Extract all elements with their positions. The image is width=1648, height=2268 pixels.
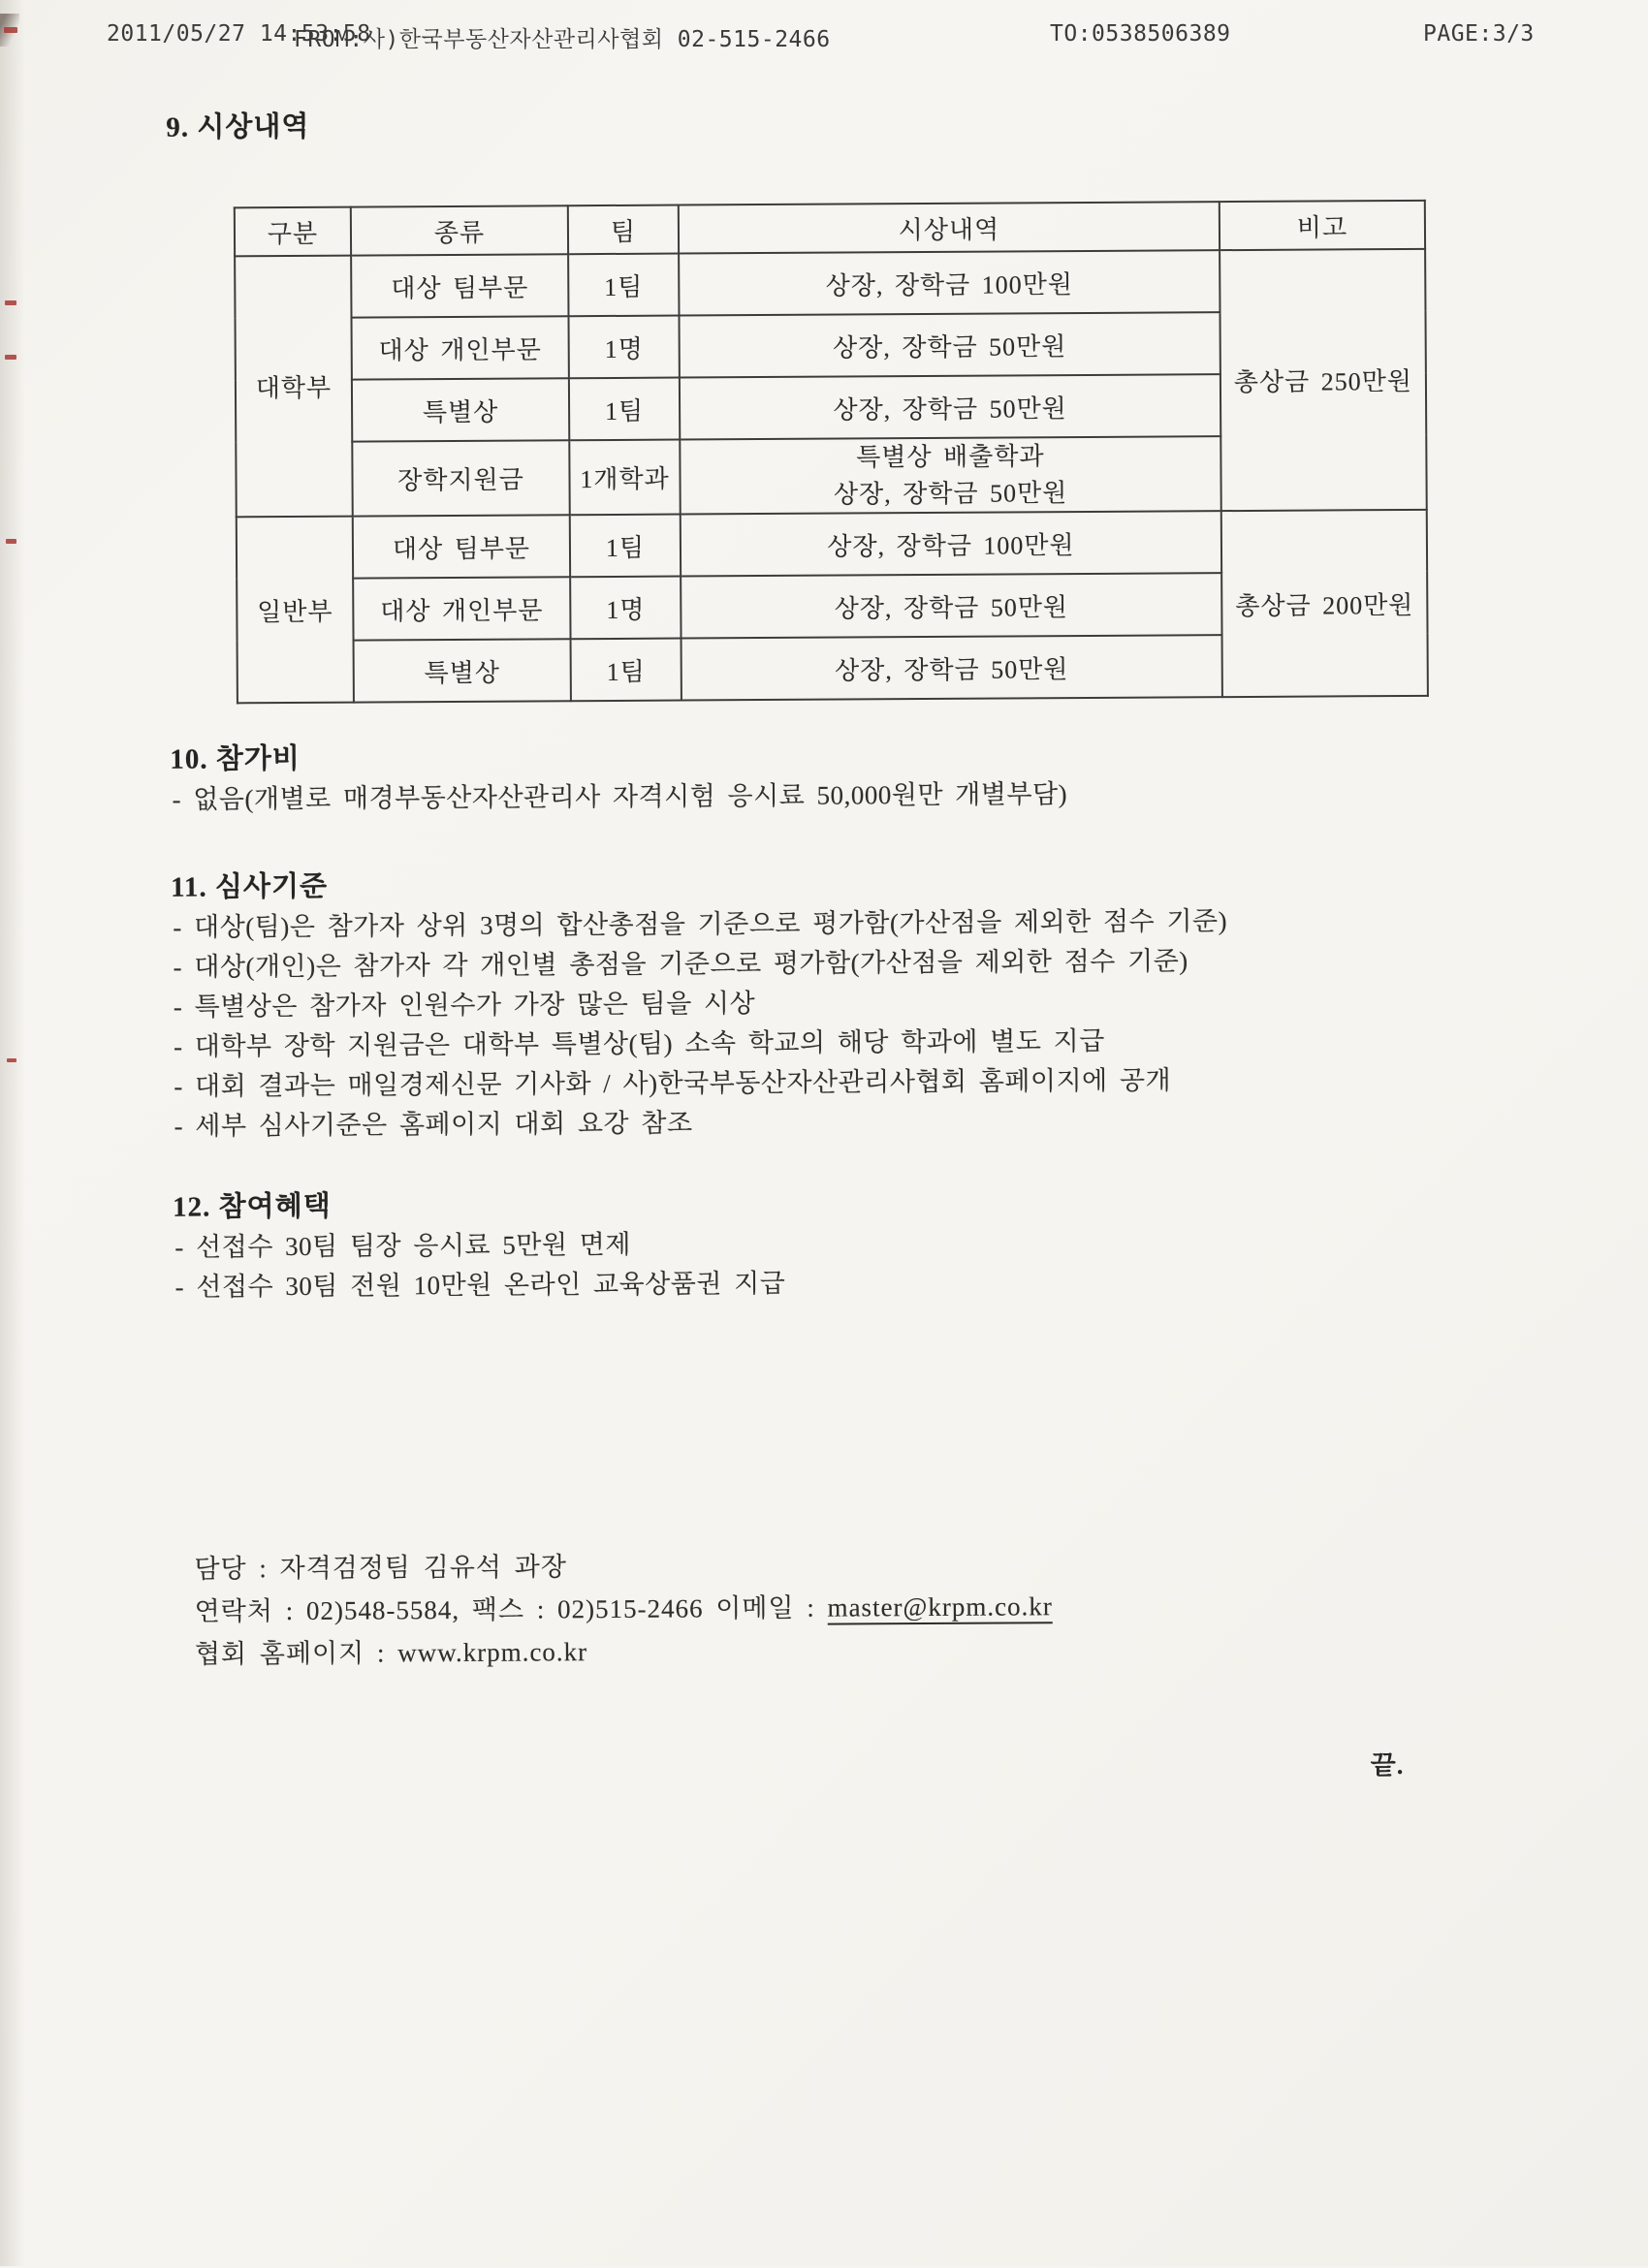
contact-phone-fax: 연락처 : 02)548-5584, 팩스 : 02)515-2466 이메일 : [194, 1592, 828, 1626]
cell-award: 상장, 장학금 50만원 [681, 574, 1221, 639]
group-note-general: 총상금 200만원 [1221, 510, 1428, 697]
cell-team: 1팀 [568, 254, 679, 317]
fax-datetime: 2011/05/27 14:53:58 [107, 21, 371, 47]
table-header-row [235, 201, 1425, 257]
cell-team: 1팀 [569, 378, 680, 441]
section11-item: - 대회 결과는 매일경제신문 기사화 / 사)한국부동산자산관리사협회 홈페이지에 공개 [174, 1065, 1172, 1101]
fax-from: FROM:사)한국부동산자산관리사협회 02-515-2466 [294, 27, 831, 52]
cell-team: 1개학과 [569, 440, 680, 516]
award-table [234, 200, 1429, 705]
cell-award-line1: 특별상 배출학과 [856, 442, 1045, 472]
section10-item: - 없음(개별로 매경부동산자산관리사 자격시험 응시료 50,000원만 개별부담) [172, 779, 1068, 814]
contact-email: master@krpm.co.kr [827, 1591, 1053, 1624]
section12-item: - 선접수 30팀 전원 10만원 온라인 교육상품권 지급 [174, 1268, 786, 1302]
section10-title: 10. 참가비 [170, 742, 301, 775]
cell-kind: 대상 개인부문 [352, 316, 569, 379]
section12-item: - 선접수 30팀 팀장 응시료 5만원 면제 [174, 1229, 632, 1262]
section11-item: - 대학부 장학 지원금은 대학부 특별상(팀) 소속 학교의 해당 학과에 별도 지급 [174, 1025, 1105, 1061]
section9-title: 9. 시상내역 [166, 110, 310, 143]
cell-award: 상장, 장학금 50만원 [680, 374, 1220, 439]
cell-award: 상장, 장학금 100만원 [679, 250, 1220, 315]
contact-website: 협회 홈페이지 : www.krpm.co.kr [194, 1637, 588, 1669]
cell-team: 1팀 [571, 639, 681, 702]
cell-award-line2: 상장, 장학금 50만원 [833, 478, 1068, 509]
cell-award: 상장, 장학금 50만원 [681, 636, 1222, 701]
document-end-mark: 끝. [1370, 1750, 1405, 1780]
cell-kind: 장학지원금 [352, 440, 569, 517]
table-row [235, 249, 1425, 319]
col-header-team: 팀 [568, 205, 679, 255]
col-header-award: 시상내역 [679, 202, 1220, 253]
cell-kind: 특별상 [352, 378, 569, 441]
cell-kind: 특별상 [354, 640, 571, 703]
group-label-university: 대학부 [235, 256, 353, 518]
cell-kind: 대상 팀부문 [353, 516, 570, 579]
cell-team: 1명 [570, 577, 681, 640]
cell-kind: 대상 개인부문 [353, 578, 570, 641]
table-row [237, 510, 1427, 580]
cell-award [680, 436, 1220, 515]
fax-page-number: PAGE:3/3 [1423, 21, 1535, 47]
contact-phone-line [195, 1585, 1053, 1627]
contact-manager: 담당 : 자격검정팀 김유석 과장 [194, 1552, 567, 1584]
cell-team: 1팀 [570, 515, 681, 578]
col-header-type: 종류 [351, 205, 568, 255]
section11-title: 11. 심사기준 [170, 870, 329, 903]
col-header-category: 구분 [235, 207, 351, 257]
cell-award: 상장, 장학금 50만원 [679, 312, 1220, 377]
col-header-note: 비고 [1220, 201, 1425, 250]
fax-to: TO:0538506389 [1050, 21, 1231, 47]
section12-title: 12. 참여혜택 [173, 1190, 332, 1223]
award-table-header [235, 201, 1425, 257]
section11-item: - 특별상은 참가자 인원수가 가장 많은 팀을 시상 [173, 989, 756, 1022]
cell-kind: 대상 팀부문 [351, 254, 568, 317]
section11-item: - 대상(개인)은 참가자 각 개인별 총점을 기준으로 평가함(가산점을 제외한 점수 기준) [173, 946, 1188, 982]
group-note-university: 총상금 250만원 [1220, 249, 1427, 512]
group-label-general: 일반부 [237, 517, 354, 704]
cell-team: 1명 [569, 316, 680, 379]
cell-award: 상장, 장학금 100만원 [681, 512, 1221, 577]
section11-item: - 세부 심사기준은 홈페이지 대회 요강 참조 [174, 1108, 693, 1141]
section11-item: - 대상(팀)은 참가자 상위 3명의 합산총점을 기준으로 평가함(가산점을 제외한 점수 기준) [173, 906, 1228, 942]
